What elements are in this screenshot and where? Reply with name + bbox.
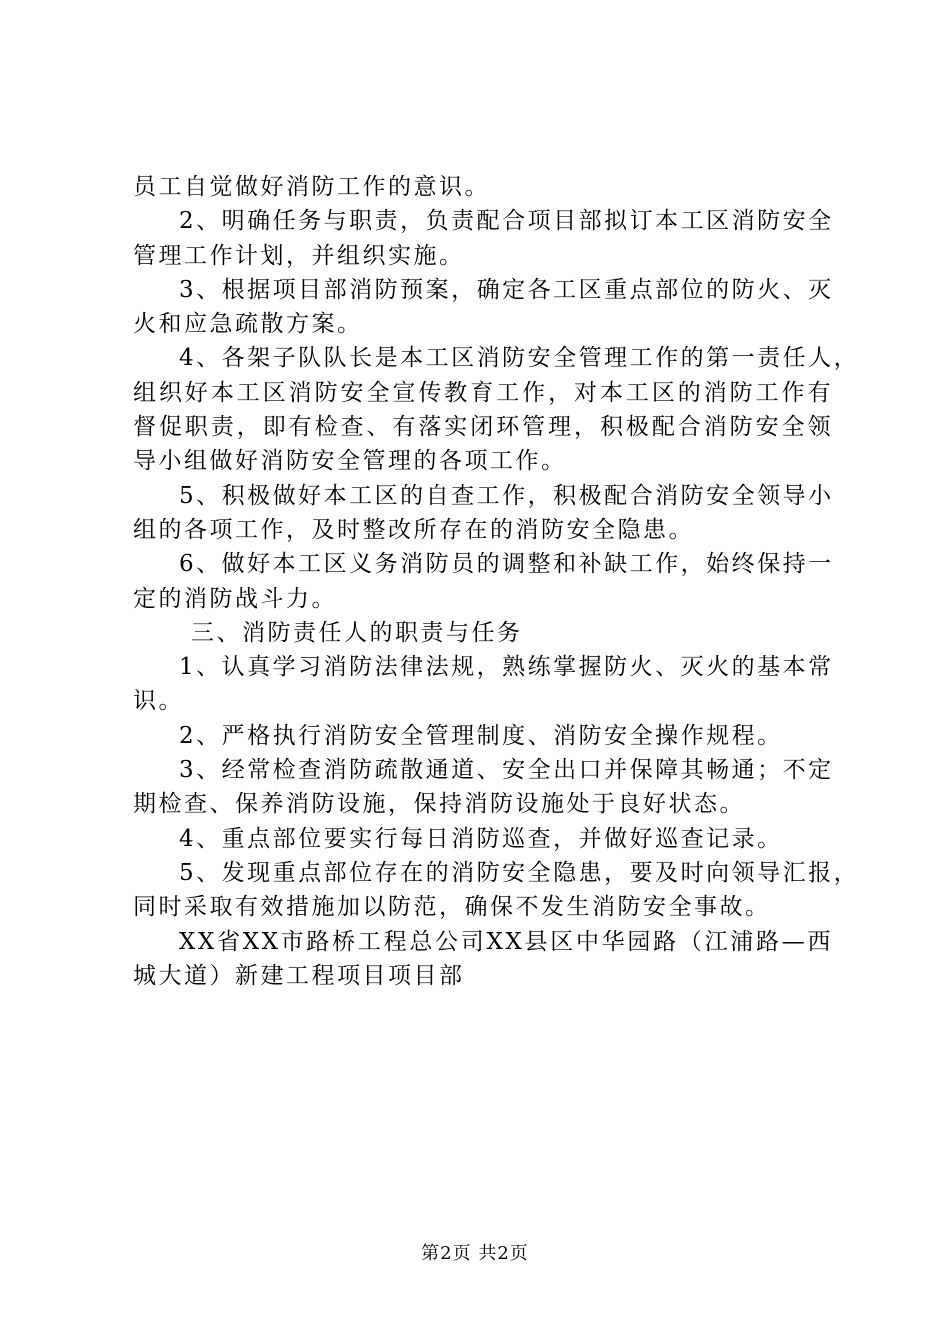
text-line: 定的消防战斗力。 xyxy=(133,585,337,612)
text-line: 组织好本工区消防安全宣传教育工作，对本工区的消防工作有 xyxy=(133,379,833,406)
text-line: 同时采取有效措施加以防范，确保不发生消防安全事故。 xyxy=(133,894,771,921)
text-line: 3、经常检查消防疏散通道、安全出口并保障其畅通；不定 xyxy=(179,757,834,784)
text-line: 4、重点部位要实行每日消防巡查，并做好巡查记录。 xyxy=(179,825,783,852)
text-line: 3、根据项目部消防预案，确定各工区重点部位的防火、灭 xyxy=(179,276,834,303)
text-line: 5、积极做好本工区的自查工作，积极配合消防安全领导小 xyxy=(179,482,834,509)
text-line: 督促职责，即有检查、有落实闭环管理，积极配合消防安全领 xyxy=(133,414,833,441)
page-number: 第2页 共2页 xyxy=(421,1243,529,1264)
text-line: 管理工作计划，并组织实施。 xyxy=(133,242,465,269)
text-line: 2、明确任务与职责，负责配合项目部拟订本工区消防安全 xyxy=(179,208,834,235)
text-line: 4、各架子队队长是本工区消防安全管理工作的第一责任人， xyxy=(179,345,860,372)
text-line: 组的各项工作，及时整改所存在的消防安全隐患。 xyxy=(133,516,694,543)
signature-line: 城大道）新建工程项目项目部 xyxy=(133,962,465,989)
text-line: 6、做好本工区义务消防员的调整和补缺工作，始终保持一 xyxy=(179,551,834,578)
text-line: 5、发现重点部位存在的消防安全隐患，要及时向领导汇报， xyxy=(179,859,860,886)
text-line: 2、严格执行消防安全管理制度、消防安全操作规程。 xyxy=(179,722,783,749)
page-footer xyxy=(0,1242,950,1266)
text-line: 1、认真学习消防法律法规，熟练掌握防火、灭火的基本常 xyxy=(179,654,834,681)
text-line: 识。 xyxy=(133,688,184,715)
document-body xyxy=(133,170,860,993)
signature-line: XX省XX市路桥工程总公司XX县区中华园路（江浦路—西 xyxy=(179,928,833,955)
text-line: 期检查、保养消防设施，保持消防设施处于良好状态。 xyxy=(133,791,745,818)
text-line: 员工自觉做好消防工作的意识。 xyxy=(133,174,490,200)
section-heading: 三、消防责任人的职责与任务 xyxy=(191,619,523,646)
text-line: 导小组做好消防安全管理的各项工作。 xyxy=(133,448,567,475)
text-line: 火和应急疏散方案。 xyxy=(133,311,363,338)
